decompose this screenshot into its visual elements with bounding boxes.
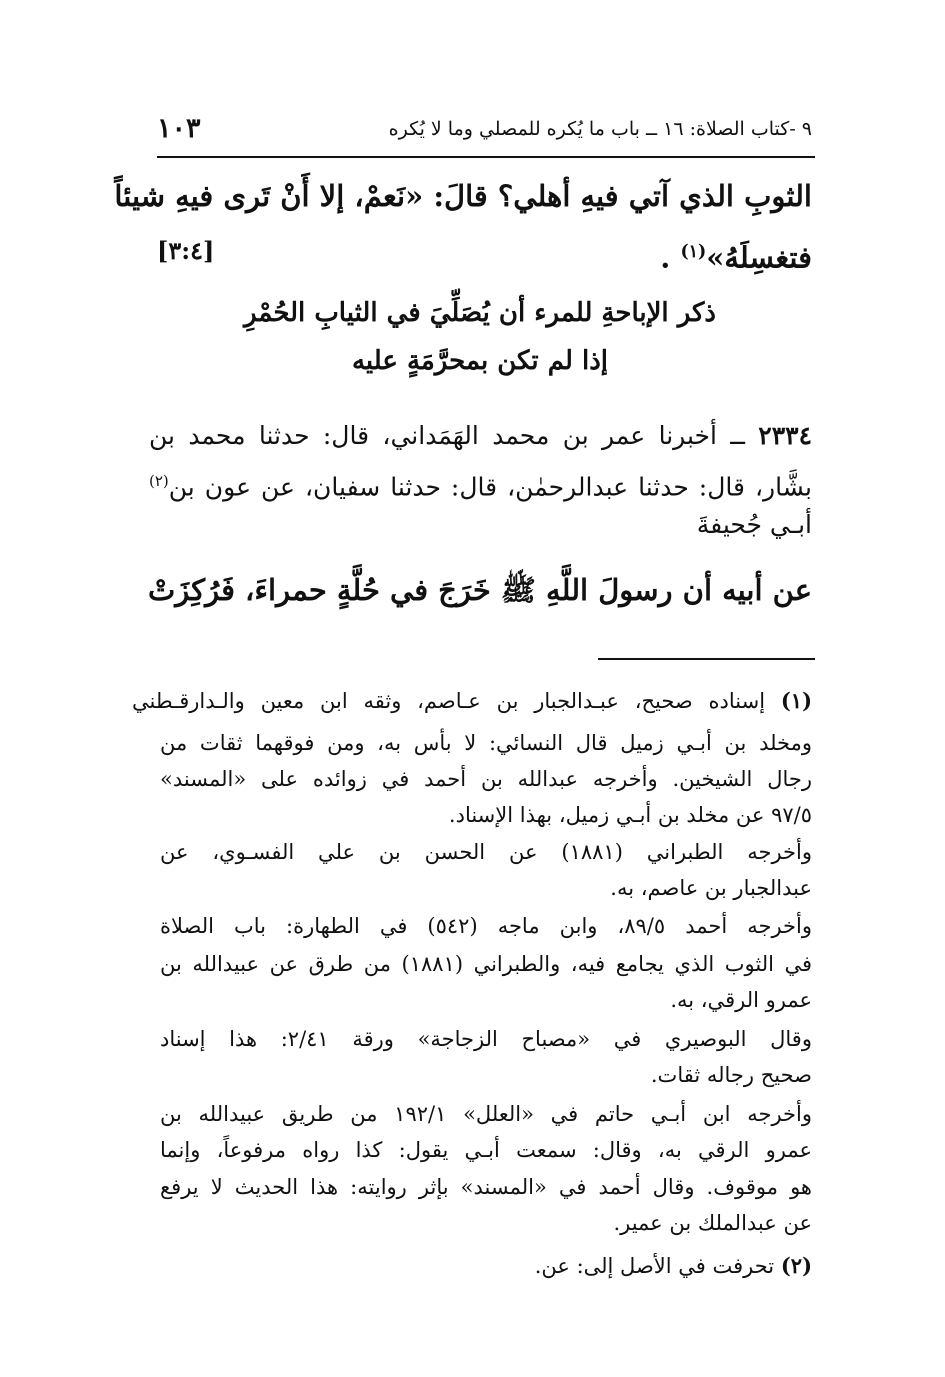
hadith-number: ٢٣٣٤ — [758, 421, 813, 450]
footnote-1-line-4: ٩٧/٥ عن مخلد بن أبـي زميل، بهذا الإسناد. — [448, 803, 812, 827]
top-text-line-2 — [149, 232, 812, 278]
footnote-1-line-7: وأخرجه أحمد ٨٩/٥، وابن ماجه (٥٤٢) في الطهارة: باب الصلاة — [160, 914, 812, 938]
footnote-1-line-9: عمرو الرقي، به. — [670, 988, 812, 1012]
footnote-1-line-1 — [132, 685, 812, 717]
hadith-line-2 — [149, 462, 812, 506]
footnote-1-line-2: ومخلد بن أبـي زميل قال النسائي: لا بأس به، ومن فوقهما ثقات من — [160, 731, 812, 755]
footnote-2-number: (٢) — [780, 1253, 812, 1278]
hadith-line-1-text: ــ أخبرنا عمر بن محمد الهَمَداني، قال: حدثنا محمد بن — [149, 421, 745, 450]
footnote-1-line-3: رجال الشيخين. وأخرجه عبدالله بن أحمد في زوائده على «المسند» — [160, 767, 812, 791]
chapter-title-line-2: إذا لم تكن بمحرَّمَةٍ عليه — [351, 346, 608, 376]
chapter-title-line-1: ذكر الإباحةِ للمرء أن يُصَلِّيَ في الثيابِ الحُمْرِ — [243, 298, 717, 328]
footnote-1-line-10: وقال البوصيري في «مصباح الزجاجة» ورقة ٢/٤١: هذا إسناد — [160, 1027, 812, 1051]
header-rule — [157, 156, 815, 158]
hadith-matn-line: عن أبيه أن رسولَ اللَّهِ ﷺ خَرَجَ في حُلَّةٍ حمراءَ، فَرُكِزَتْ — [147, 573, 812, 607]
footnote-2-text: تحرفت في الأصل إلى: عن. — [534, 1254, 775, 1278]
footnote-ref-1: (١) — [680, 242, 707, 262]
hadith-line-1 — [149, 417, 812, 455]
footnote-1-line-1-text: إسناده صحيح، عبـدالجبار بن عـاصم، وثقه ابن معين والـدارقـطني — [132, 689, 766, 713]
footnote-1-number: (١) — [780, 688, 812, 713]
footnote-2-line — [132, 1250, 812, 1282]
footnote-1-line-13: عمرو الرقي به، وقال: سمعت أبـي يقول: كذا رواه مرفوعاً، وإنما — [160, 1138, 812, 1162]
footnote-1-line-11: صحيح رجاله ثقات. — [650, 1063, 812, 1087]
footnote-rule — [598, 658, 815, 660]
footnote-1-line-8: في الثوب الذي يجامع فيه، والطبراني (١٨٨١) من طرق عن عبيدالله بن — [160, 952, 813, 976]
running-header-title: ٩ -كتاب الصلاة: ١٦ ــ باب ما يُكره للمصلي وما لا يُكره — [388, 118, 812, 140]
footnote-1-line-14: هو موقوف. وقال أحمد في «المسند» بإثر روايته: هذا الحديث لا يرفع — [160, 1175, 812, 1199]
footnote-ref-2: (٢) — [149, 472, 169, 490]
hadith-line-3: أبـي جُحيفةَ — [696, 510, 812, 539]
hadith-line-2-text: بشَّار، قال: حدثنا عبدالرحمٰن، قال: حدثنا سفيان، عن عون بن — [168, 472, 812, 502]
top-text-line-2-body: فتغسِلَهُ» — [706, 240, 812, 275]
footnote-1-line-12: وأخرجه ابن أبـي حاتم في «العلل» ١٩٢/١ من طريق عبيدالله بن — [160, 1102, 812, 1126]
reference-tag: [٣:٤] — [157, 236, 215, 265]
top-text-line-1: الثوبِ الذي آتي فيهِ أهلي؟ قالَ: «نَعمْ، إلا أَنْ تَرى فيهِ شيئاً — [114, 179, 812, 213]
footnote-1-line-15: عن عبدالملك بن عمير. — [613, 1211, 812, 1235]
footnote-1-line-6: عبدالجبار بن عاصم، به. — [610, 876, 812, 900]
top-text-line-2-end: . — [660, 240, 671, 275]
page-number: ١٠٣ — [157, 113, 201, 144]
footnote-1-line-5: وأخرجه الطبراني (١٨٨١) عن الحسن بن علي الفسـوي، عن — [160, 840, 812, 864]
